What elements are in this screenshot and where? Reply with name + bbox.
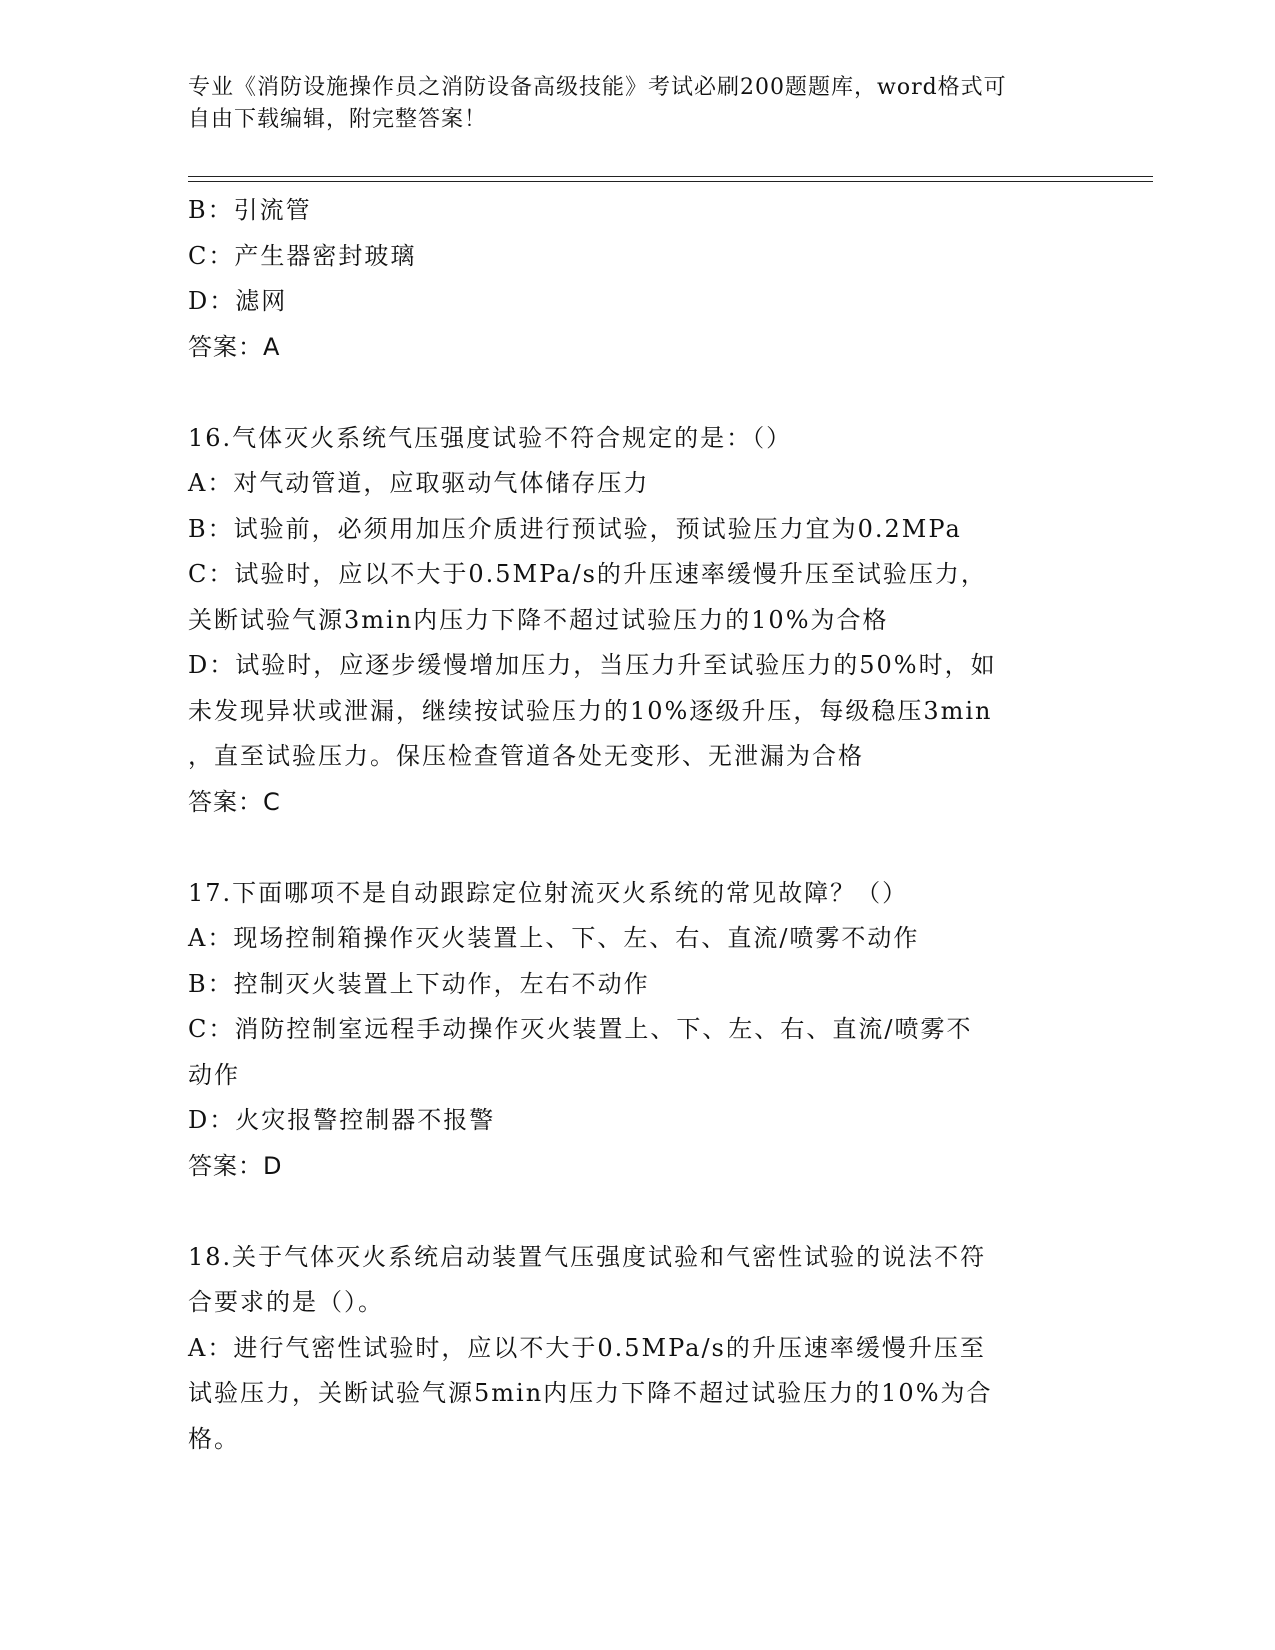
q16-option-b: B：试验前，必须用加压介质进行预试验，预试验压力宜为0.2MPa	[188, 514, 962, 543]
q17-option-d: D：火灾报警控制器不报警	[188, 1106, 496, 1134]
q18-question-line-2: 合要求的是（）。	[188, 1288, 384, 1316]
q16-option-d-line-1: D：试验时，应逐步缓慢增加压力，当压力升至试验压力的50%时，如	[188, 651, 997, 679]
q18-option-a-line-3: 格。	[188, 1424, 240, 1453]
question-content	[188, 188, 1068, 1462]
header-divider-bottom	[188, 181, 1153, 182]
q16-option-c-line-1: C：试验时，应以不大于0.5MPa/s的升压速率缓慢升压至试验压力，	[188, 560, 987, 588]
q17-option-c-line-1: C：消防控制室远程手动操作灭火装置上、下、左、右、直流/喷雾不	[188, 1015, 973, 1043]
q16-option-d-line-2: 未发现异状或泄漏，继续按试验压力的10%逐级升压，每级稳压3min	[188, 696, 993, 725]
question-16-block	[188, 416, 1068, 826]
spacer	[188, 370, 1068, 416]
spacer	[188, 825, 1068, 871]
document-header: 专业《消防设施操作员之消防设备高级技能》考试必刷200题题库，word格式可 自由下载编辑，附完整答案！	[188, 75, 1007, 132]
q18-option-a-line-1: A：进行气密性试验时，应以不大于0.5MPa/s的升压速率缓慢升压至	[188, 1333, 986, 1362]
spacer	[188, 1189, 1068, 1235]
q17-option-a: A：现场控制箱操作灭火装置上、下、左、右、直流/喷雾不动作	[188, 924, 920, 952]
question-17-block	[188, 871, 1068, 1190]
q16-answer: 答案：C	[188, 787, 281, 816]
q15-option-b: B：引流管	[188, 196, 312, 224]
q17-option-c-line-2: 动作	[188, 1060, 240, 1089]
q15-option-d: D：滤网	[188, 287, 288, 315]
header-divider-top	[188, 176, 1153, 177]
q17-question: 17.下面哪项不是自动跟踪定位射流灭火系统的常见故障？（）	[188, 878, 909, 907]
q17-option-b: B：控制灭火装置上下动作，左右不动作	[188, 969, 650, 998]
q15-answer: 答案：A	[188, 332, 281, 361]
q18-option-a-line-2: 试验压力，关断试验气源5min内压力下降不超过试验压力的10%为合	[188, 1379, 993, 1407]
q15-option-c: C：产生器密封玻璃	[188, 241, 417, 270]
q17-answer: 答案：D	[188, 1151, 283, 1180]
question-15-block	[188, 188, 1068, 370]
q16-question: 16.气体灭火系统气压强度试验不符合规定的是：（）	[188, 423, 793, 452]
q16-option-c-line-2: 关断试验气源3min内压力下降不超过试验压力的10%为合格	[188, 605, 889, 634]
q16-option-d-line-3: ，直至试验压力。保压检查管道各处无变形、无泄漏为合格	[188, 742, 864, 770]
q18-question-line-1: 18.关于气体灭火系统启动装置气压强度试验和气密性试验的说法不符	[188, 1242, 987, 1271]
question-18-block	[188, 1235, 1068, 1463]
q16-option-a: A：对气动管道，应取驱动气体储存压力	[188, 469, 650, 497]
